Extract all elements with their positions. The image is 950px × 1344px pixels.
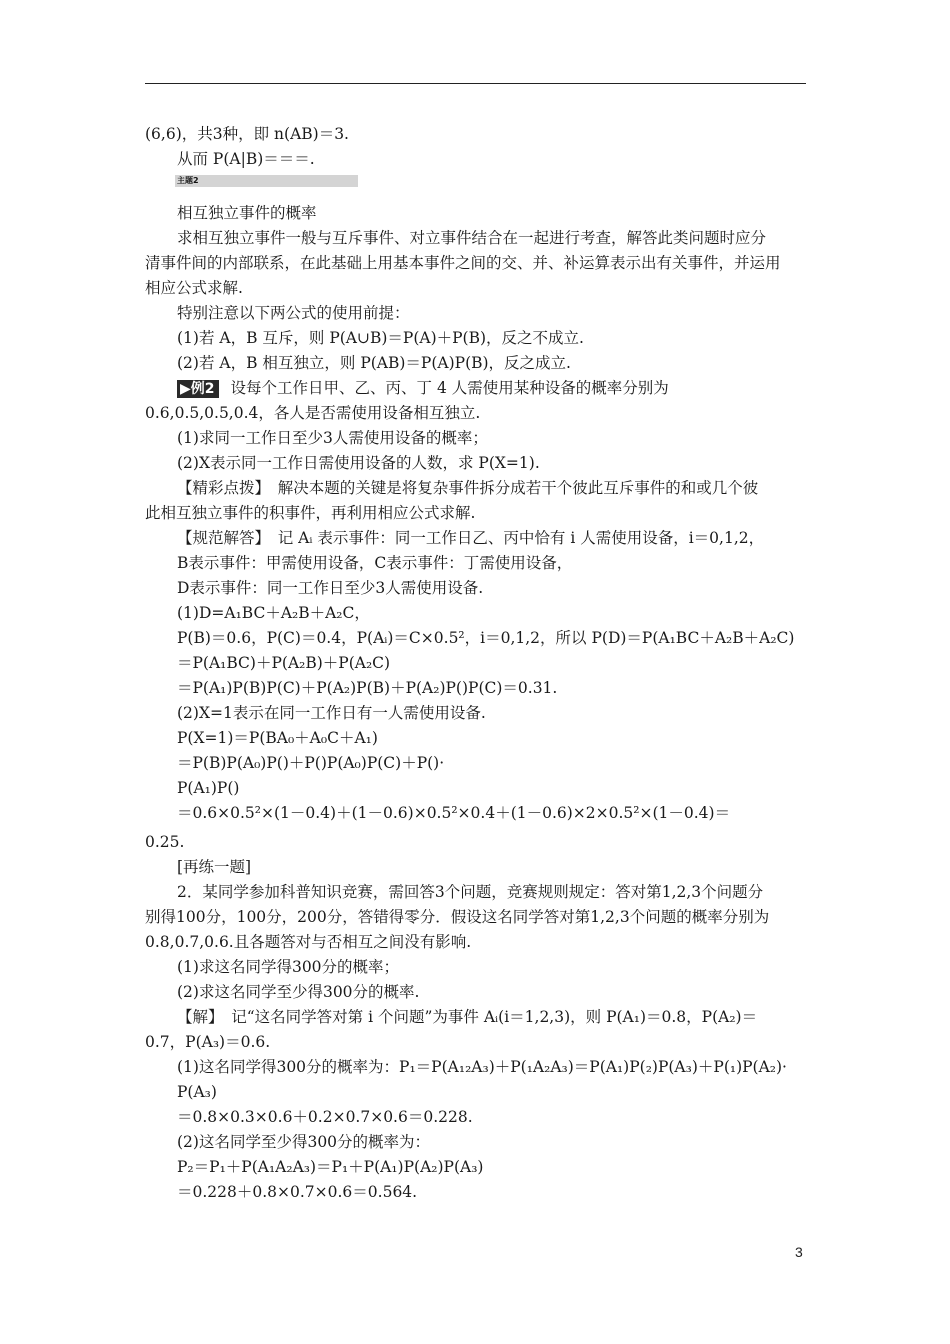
text-line: 设每个工作日甲、乙、丙、丁 4 人需使用某种设备的概率分别为 (230, 379, 669, 397)
text-line: 别得100分，100分，200分，答错得零分．假设这名同学答对第1,2,3个问题的概率分别为 (145, 908, 770, 926)
text-line: (2)X=1表示在同一工作日有一人需使用设备. (177, 704, 486, 722)
text-line: (2)X表示同一工作日需使用设备的人数，求 P(X=1). (177, 454, 540, 472)
text-line: (1)求这名同学得300分的概率； (177, 958, 400, 976)
text-line: P(A₁)P() (177, 779, 240, 797)
subsection-title: [再练一题] (177, 858, 252, 876)
text-line: ＝0.228＋0.8×0.7×0.6＝0.564. (177, 1183, 418, 1201)
section-title: 相互独立事件的概率 (177, 204, 317, 222)
header-rule (145, 83, 806, 84)
text-line: (6,6)，共3种，即 n(AB)＝3. (145, 125, 349, 143)
text-line: ＝P(B)P(A₀)P()＋P()P(A₀)P(C)＋P()· (177, 754, 445, 772)
text-line: P(X=1)＝P(BA₀＋A₀C＋A₁) (177, 729, 378, 747)
section-bar (175, 175, 358, 187)
text-line: 2．某同学参加科普知识竞赛，需回答3个问题，竞赛规则规定：答对第1,2,3个问题分 (177, 883, 764, 901)
text-line: 0.25. (145, 833, 185, 851)
text-line: (2)若 A，B 相互独立，则 P(AB)＝P(A)P(B)，反之成立. (177, 354, 571, 372)
section-tag: 主题2 (177, 176, 199, 185)
text-line: ＝P(A₁BC)＋P(A₂B)＋P(A₂C) (177, 654, 391, 672)
text-line: P(B)＝0.6，P(C)＝0.4，P(Aᵢ)＝C×0.5²，i＝0,1,2，所以 P(D)＝P(A₁BC＋A₂B＋A₂C) (177, 629, 795, 647)
text-line: (1)这名同学得300分的概率为：P₁＝P(A₁₂A₃)＋P(₁A₂A₃)＝P(A₁)P(₂)P(A₃)＋P(₁)P(A₂)· (177, 1058, 787, 1076)
text-line: 0.7，P(A₃)＝0.6. (145, 1033, 271, 1051)
text-line: 0.6,0.5,0.5,0.4，各人是否需使用设备相互独立. (145, 404, 481, 422)
text-line: B表示事件：甲需使用设备，C表示事件：丁需使用设备， (177, 554, 573, 572)
text-line: 相应公式求解. (145, 279, 243, 297)
text-line: 从而 P(A|B)＝＝＝. (177, 150, 315, 168)
text-line: (1)D=A₁BC＋A₂B＋A₂C， (177, 604, 370, 622)
text-line: 【精彩点拨】 解决本题的关键是将复杂事件拆分成若干个彼此互斥事件的和或几个彼 (177, 479, 759, 497)
text-line: (1)求同一工作日至少3人需使用设备的概率； (177, 429, 488, 447)
text-line: ＝0.6×0.5²×(1－0.4)＋(1－0.6)×0.5²×0.4＋(1－0.6)×2×0.5²×(1－0.4)＝ (177, 804, 731, 822)
text-line: 求相互独立事件一般与互斥事件、对立事件结合在一起进行考查，解答此类问题时应分 (177, 229, 767, 247)
text-line: (2)求这名同学至少得300分的概率. (177, 983, 420, 1001)
text-line: ＝P(A₁)P(B)P(C)＋P(A₂)P(B)＋P(A₂)P()P(C)＝0.31. (177, 679, 558, 697)
text-line: D表示事件：同一工作日至少3人需使用设备. (177, 579, 484, 597)
example-line (177, 378, 669, 398)
text-line: P₂＝P₁＋P(A₁A₂A₃)＝P₁＋P(A₁)P(A₂)P(A₃) (177, 1158, 484, 1176)
text-line: ＝0.8×0.3×0.6＋0.2×0.7×0.6＝0.228. (177, 1108, 473, 1126)
page-number: 3 (795, 1244, 803, 1260)
text-line: 【规范解答】 记 Aᵢ 表示事件：同一工作日乙、丙中恰有 i 人需使用设备，i＝0,1,2， (177, 529, 765, 547)
text-line: 特别注意以下两公式的使用前提： (177, 304, 410, 322)
text-line: 0.8,0.7,0.6.且各题答对与否相互之间没有影响. (145, 933, 472, 951)
example-badge: ▶例2 (177, 380, 219, 398)
text-line: 【解】 记“这名同学答对第 i 个问题”为事件 Aᵢ(i＝1,2,3)，则 P(A₁)＝0.8，P(A₂)＝ (177, 1008, 758, 1026)
text-line: P(A₃) (177, 1083, 217, 1101)
text-line: (2)这名同学至少得300分的概率为： (177, 1133, 431, 1151)
text-line: 清事件间的内部联系，在此基础上用基本事件之间的交、并、补运算表示出有关事件，并运用 (145, 254, 781, 272)
text-line: 此相互独立事件的积事件，再利用相应公式求解. (145, 504, 476, 522)
text-line: (1)若 A，B 互斥，则 P(A∪B)＝P(A)＋P(B)，反之不成立. (177, 329, 584, 347)
